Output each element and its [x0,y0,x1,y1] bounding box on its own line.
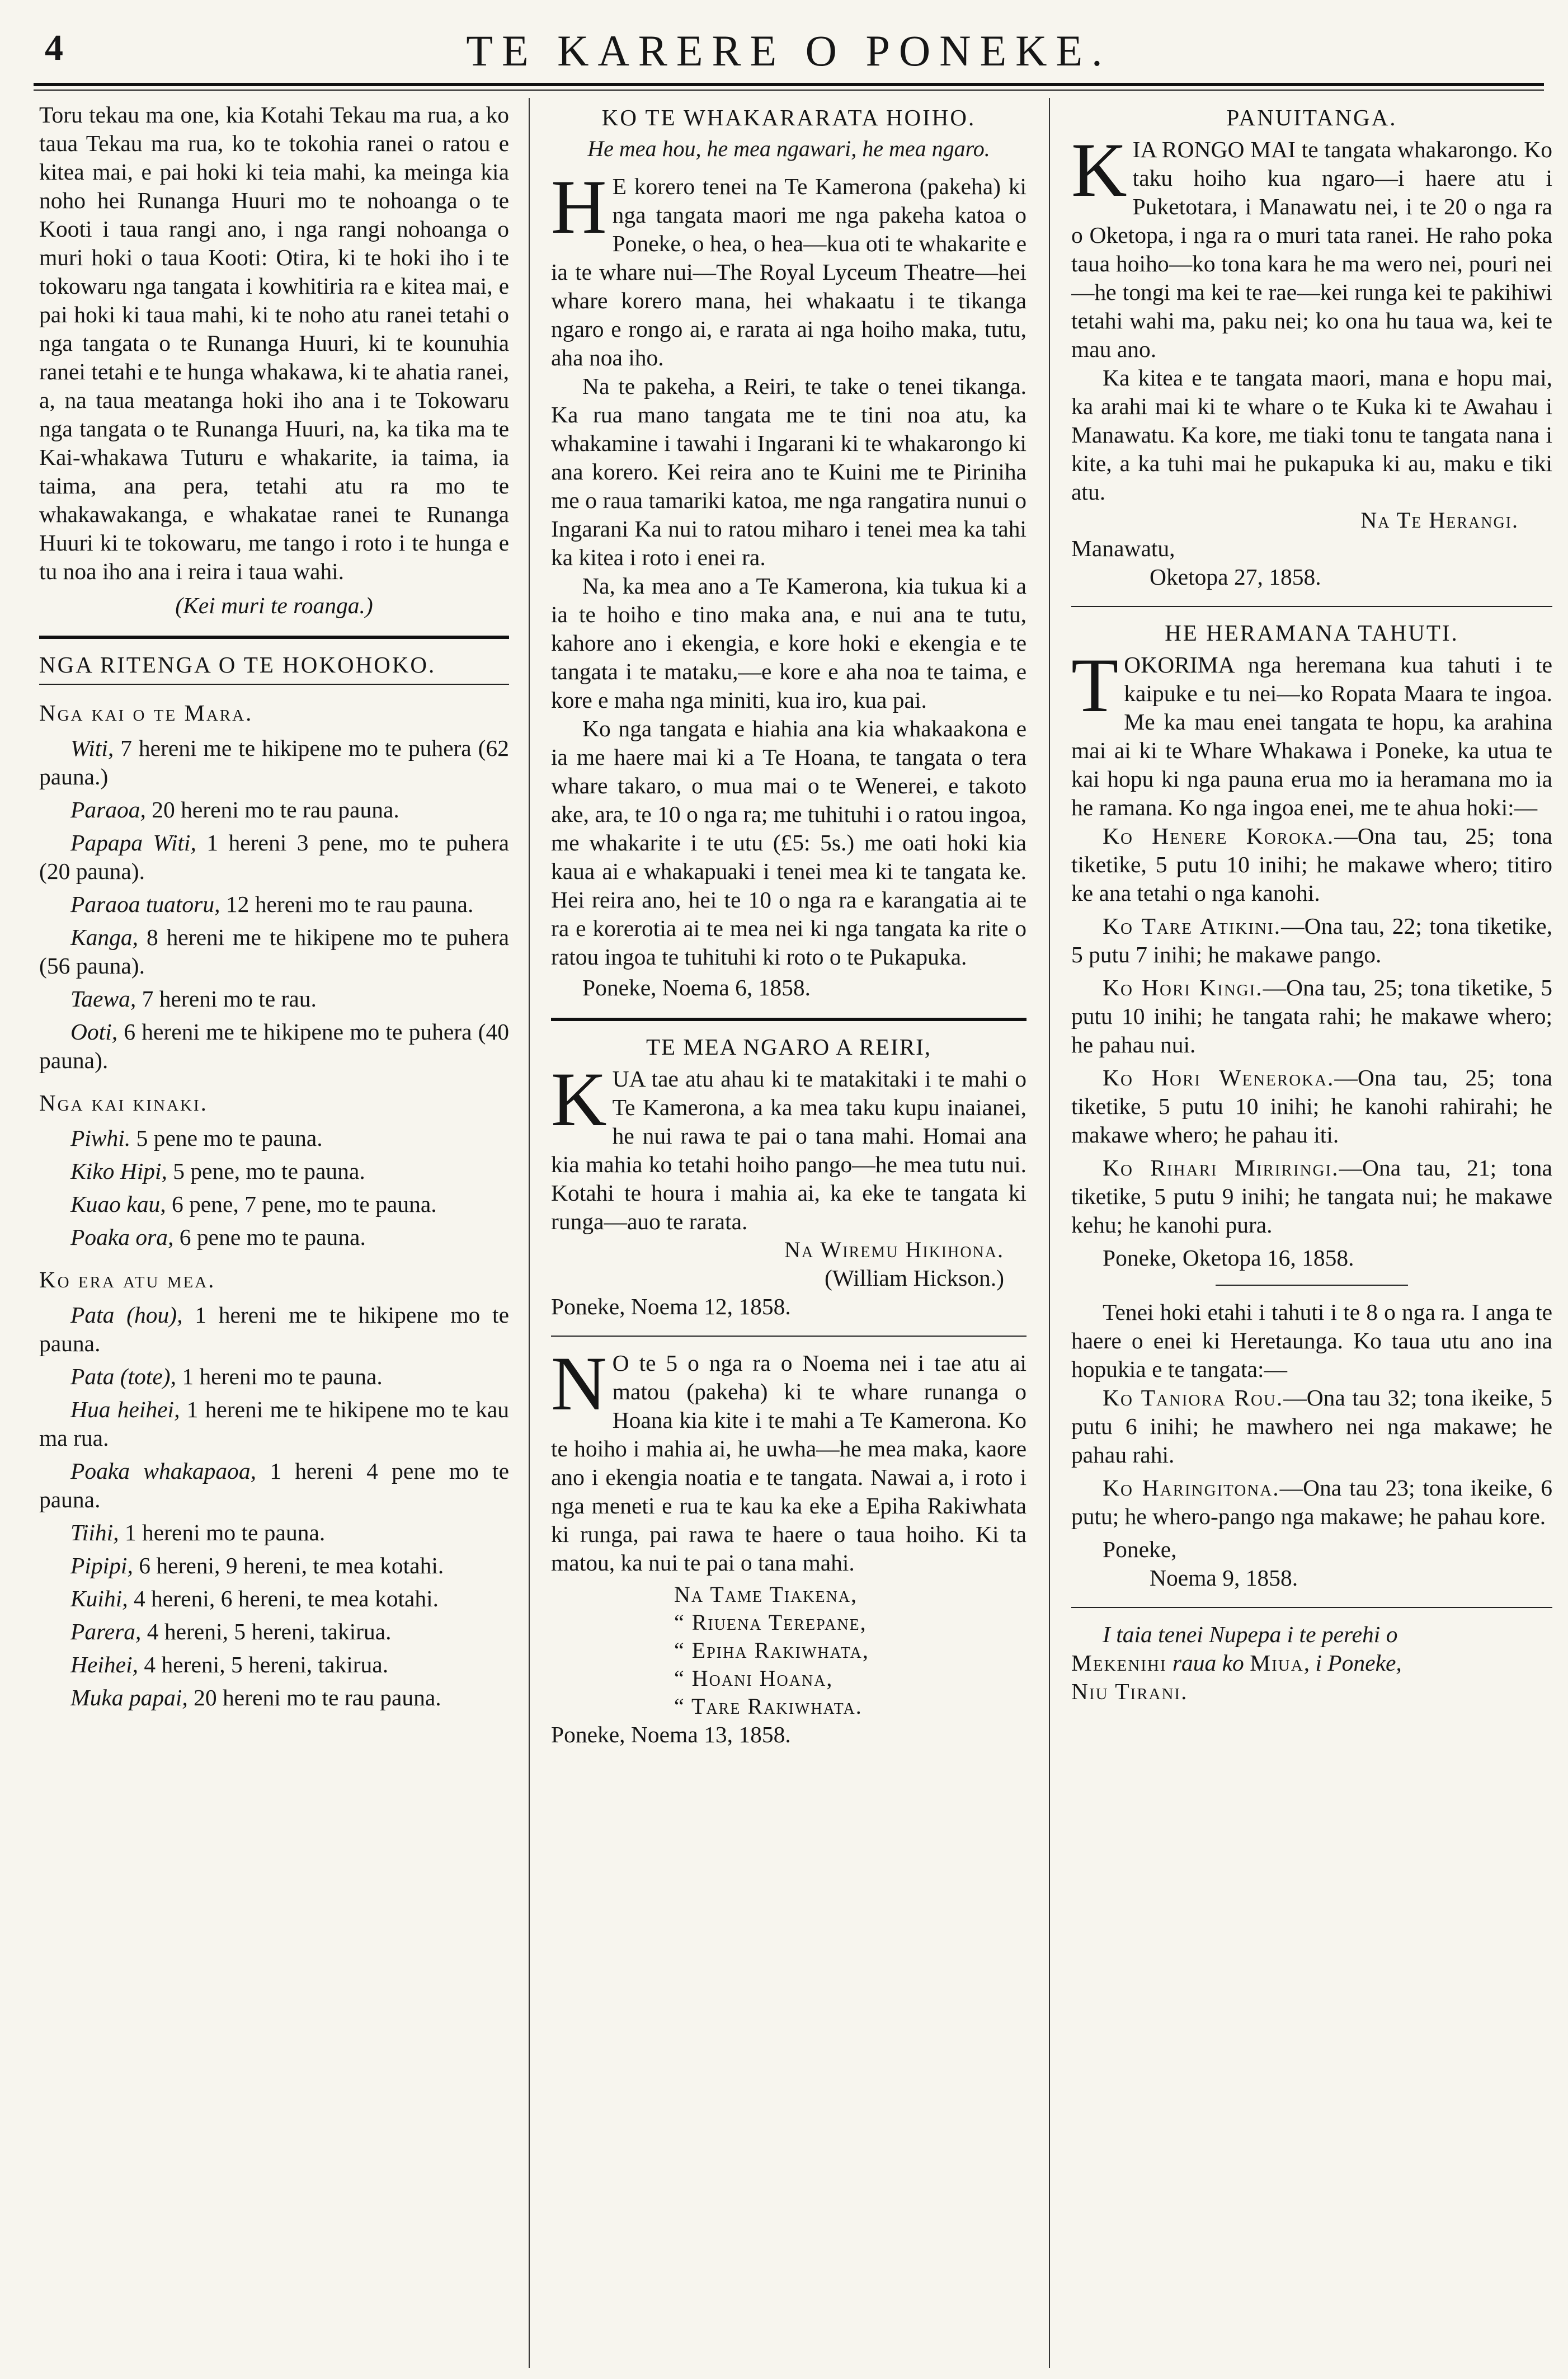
deserter-description: —Ona tau, 21; tona tiketike, 5 putu 9 inihi; he tangata nui; he makawe kehu; he kanohi pura. [1071,1155,1552,1238]
column-divider [1049,98,1050,2368]
price-item-value: 7 hereni mo te rau. [136,986,317,1012]
price-item-value: 1 hereni mo te pauna. [119,1520,326,1545]
price-item-value: 1 hereni me te hikipene mo te pauna. [39,1302,509,1356]
price-item-name: Pata (hou), [70,1302,183,1328]
column-2 [551,101,1027,2368]
deserter-list [1071,1384,1552,1531]
price-entry [39,923,509,980]
price-item-value: 4 hereni, 6 hereni, te mea kotahi. [128,1586,439,1611]
masthead-rule [34,83,1544,86]
price-entry [39,1457,509,1514]
price-item-name: Kuao kau, [70,1191,166,1217]
price-entry [39,1157,509,1186]
price-entry [39,1018,509,1075]
section-rule [1071,606,1552,607]
paper-title: TE KARERE O PONEKE. [466,26,1112,75]
prices-heading: NGA RITENGA O TE HOKOHOKO. [39,652,436,678]
notice-paragraph: IA RONGO MAI te tangata whakarongo. Ko taku hoiho kua ngaro—i haere atu i Puketotara, i Manawatu nei, i te 20 o nga ra o Oketopa, i nga ra o muri tata ranei. He raho poka taua hoiho—ko tona kara he ma wero nei, pouri nei—he tongi ma kei te rae—kei runga kei te pakihiwi tetahi wahi ma, paku nei; ko ona hu taua wa, kei te mau ano. [1071,137,1552,362]
price-entry [39,1618,509,1646]
place: Manawatu, [1071,535,1175,561]
price-entry [39,1395,509,1452]
price-item-name: Pipipi, [70,1553,133,1578]
signers-list [674,1581,1027,1720]
continued-note: (Kei muri te roanga.) [175,593,373,618]
price-entry [39,1301,509,1358]
deserter-name: Ko Hori Kingi. [1103,975,1263,1000]
deserter-description: —Ona tau, 25; tona tiketike, 5 putu 10 inihi; he makawe whero; titiro ke ana tetahi o nga kanohi. [1071,823,1552,906]
section-rule [551,1018,1027,1021]
deserter-entry [1071,912,1552,969]
drop-cap: T [1071,642,1119,728]
section-rule [39,636,509,639]
price-entry [39,985,509,1013]
price-entry [39,890,509,919]
article-heading: TE MEA NGARO A REIRI, [646,1034,932,1060]
column-1 [39,101,509,2368]
dateline: Noema 9, 1858. [1150,1565,1298,1591]
price-item-name: Kuihi, [70,1586,128,1611]
price-item-name: Kanga, [70,924,139,950]
deserter-entry [1071,1064,1552,1149]
price-item-name: Muka papai, [70,1685,188,1710]
printer-partner: Miua [1250,1650,1304,1676]
price-entry [39,796,509,824]
price-item-value: 1 hereni 4 pene mo te pauna. [39,1458,509,1512]
price-item-value: 12 hereni mo te rau pauna. [220,891,474,917]
price-item-name: Taewa, [70,986,136,1012]
notice-heading: PANUITANGA. [1226,105,1397,130]
deserter-list [1071,822,1552,1239]
notice-heading: HE HERAMANA TAHUTI. [1165,620,1459,646]
notice-paragraph: Tenei hoki etahi i tahuti i te 8 o nga ra. I anga te haere o enei ki Heretaunga. Ko taua utu ano ina hopukia e te tangata:— [1071,1299,1552,1382]
deserter-entry [1071,1474,1552,1531]
masthead-rule-thin [34,90,1544,91]
deserter-description: —Ona tau, 22; tona tiketike, 5 putu 7 inihi; he makawe pango. [1071,913,1552,967]
price-list-field-foods [39,734,509,1075]
dateline: Poneke, Noema 6, 1858. [582,975,811,1000]
price-entry [39,1190,509,1219]
deserter-entry [1071,822,1552,908]
page-number: 4 [45,27,63,68]
colophon-line: raua ko [1166,1650,1250,1676]
article-paragraph: E korero tenei na Te Kamerona (pakeha) ki nga tangata maori me nga pakeha katoa o Poneke, o hea, o hea—kua oti te whakarite e ia te whare nui—The Royal Lyceum Theatre—hei whare korero mana, hei whakaatu i te tikanga ngaro e rongo ai, e rarata ai nga hoiho maka, tutu, aha noa iho. [551,173,1027,370]
signer-name: “ Riuena Terepane, [674,1610,867,1635]
price-entry [39,1362,509,1391]
colophon [1071,1620,1552,1706]
price-entry [39,1124,509,1153]
signer-name: Na Tame Tiakena, [674,1582,858,1607]
deserter-entry [1071,1384,1552,1469]
price-entry [39,1684,509,1712]
section-rule [1216,1285,1408,1286]
price-entry [39,829,509,886]
price-group-label: Nga kai o te Mara. [39,700,253,726]
deserter-entry [1071,974,1552,1059]
section-rule [39,684,509,685]
signer-name: “ Epiha Rakiwhata, [674,1638,869,1663]
deserter-name: Ko Rihari Miriringi. [1103,1155,1339,1181]
price-item-name: Poaka whakapaoa, [70,1458,256,1484]
price-item-value: 6 pene mo te pauna. [173,1224,366,1250]
price-item-value: 1 hereni mo te pauna. [176,1364,383,1389]
price-item-name: Poaka ora, [70,1224,174,1250]
signer-name: “ Tare Rakiwhata. [674,1694,863,1719]
price-item-value: 1 hereni 3 pene, mo te puhera (20 pauna). [39,830,509,884]
place: Poneke, [1103,1536,1177,1562]
price-item-value: 6 hereni me te hikipene mo te puhera (40 pauna). [39,1019,509,1073]
price-entry [39,1585,509,1613]
price-entry [39,1518,509,1547]
price-item-name: Paraoa, [70,797,146,822]
price-list-other-goods [39,1301,509,1712]
dateline: Poneke, Oketopa 16, 1858. [1103,1245,1354,1271]
price-item-name: Tiihi, [70,1520,119,1545]
price-entry [39,1223,509,1252]
price-item-value: 1 hereni me te hikipene mo te kau ma rua. [39,1397,509,1451]
price-list-meats [39,1124,509,1252]
drop-cap: N [551,1341,607,1426]
price-item-value: 5 pene mo te pauna. [130,1125,323,1151]
dateline: Poneke, Noema 12, 1858. [551,1294,791,1319]
colophon-line: I taia tenei Nupepa i te perehi o [1103,1621,1398,1647]
price-entry [39,1651,509,1679]
article-subheading: He mea hou, he mea ngawari, he mea ngaro. [587,136,990,161]
deserter-description: —Ona tau, 25; tona tiketike, 5 putu 10 inihi; he kanohi rahirahi; he makawe whero; he pahau iti. [1071,1065,1552,1148]
price-item-name: Parera, [70,1619,142,1644]
signature-english: (William Hickson.) [824,1265,1004,1291]
price-item-value: 5 pene, mo te pauna. [167,1158,365,1184]
price-item-value: 4 hereni, 5 hereni, takirua. [138,1652,389,1677]
continued-article-text: Toru tekau ma one, kia Kotahi Tekau ma rua, a ko taua Tekau ma rua, ko te tokohia ranei o ratou e kitea mai, e pai hoki ki teia mahi, ka meinga kia noho hei Runanga Huuri mo te nohoanga o te Kooti i taua rangi ano, i nga rangi nohoanga o muri hoki o taua Kooti: Otira, ki te hoki iho i te tokowaru nga tangata i kowhitiria ra e kitea mai, e pai hoki ki taua mahi, ki te noho atu ranei tetahi o nga tangata o te Runanga Huuri, ki te kounuhia ranei tetahi e te hunga whakawa, ki te ahatia ranei, a, na taua meatanga hoki iho ana i te Tokowaru nga tangata o te Runanga Huuri, na, ka tika ma te Kai-whakawa Tuturu e whakarite, ia taima, ia taima, ana pera, tetahi atu ra mo te whakawakanga, e whakatae ranei te Runanga Huuri ki te tokowaru, me tango i roto i te hunga e tu noa iho ana i reira i taua wahi. [39,102,509,584]
deserter-name: Ko Haringitona. [1103,1475,1280,1501]
price-item-value: 4 hereni, 5 hereni, takirua. [141,1619,392,1644]
signature: Na Wiremu Hikihona. [784,1237,1004,1262]
price-item-name: Witi, [70,735,114,761]
price-item-value: 6 pene, 7 pene, mo te pauna. [166,1191,437,1217]
price-group-label: Nga kai kinaki. [39,1090,208,1116]
dateline: Oketopa 27, 1858. [1150,564,1321,590]
signer-name: “ Hoani Hoana, [674,1666,834,1691]
article-paragraph: Na te pakeha, a Reiri, te take o tenei tikanga. Ka rua mano tangata me te tini noa atu, ka whakamine i tawahi i Ingarani ki te whakarongo ki ana korero. Kei reira ano te Kuini me te Piriniha me o raua tamariki katoa, me nga rangatira nunui o Ingarani Ka nui to ratou miharo i tenei mea ka tahi ka kitea i roto i enei ra. [551,373,1027,570]
price-item-name: Ooti, [70,1019,118,1045]
printer-name: Mekenihi [1071,1650,1167,1676]
colophon-place: Niu Tirani. [1071,1679,1188,1704]
dateline: Poneke, Noema 13, 1858. [551,1722,791,1747]
price-item-value: 6 hereni, 9 hereni, te mea kotahi. [133,1553,444,1578]
article-paragraph: O te 5 o nga ra o Noema nei i tae atu ai matou (pakeha) ki te whare runanga o Hoana kia kite i te mahi a Te Kamerona. Ko te hoiho i mahia ai, he uwha—he mea maka, kaore ano i ekengia noatia e te tangata. Nawai a, i roto i nga meneti e rua te kau ka eke a Epiha Rakiwhata ki runga, pai rawa te haere o taua hoiho. Ki ta matou, ka nui te pai o tana mahi. [551,1350,1027,1576]
column-divider [529,98,530,2368]
notice-paragraph: OKORIMA nga heremana kua tahuti i te kaipuke e tu nei—ko Ropata Maara te ingoa. Me ka mau enei tangata te hopu, ka arahina mai ai ki te Whare Whakawa i Poneke, ka utua te kai hopu ki nga pauna erua mo ia heramana mo ia he ramana. Ko nga ingoa enei, me te ahua hoki:— [1071,652,1552,820]
deserter-description: —Ona tau 23; tona ikeike, 6 putu; he whero-pango nga makawe; he pahau kore. [1071,1475,1552,1529]
price-group-label: Ko era atu mea. [39,1267,216,1292]
colophon-line: , i Poneke, [1303,1650,1402,1676]
price-item-name: Heihei, [70,1652,138,1677]
price-item-name: Pata (tote), [70,1364,176,1389]
price-entry [39,1551,509,1580]
price-item-value: 8 hereni me te hikipene mo te puhera (56 pauna). [39,924,509,979]
article-paragraph: UA tae atu ahau ki te matakitaki i te mahi o Te Kamerona, a ka mea taku kupu inaianei, he nui rawa te pai o tana mahi. Homai ana kia mahia ko tetahi hoiho pango—he mea tutu nui. Kotahi te houra i mahia ai, ka eke te tangata ki runga—auo te rarata. [551,1066,1027,1234]
deserter-name: Ko Taniora Rou. [1103,1385,1284,1411]
price-item-value: 20 hereni mo te rau pauna. [145,797,399,822]
deserter-entry [1071,1154,1552,1239]
deserter-name: Ko Henere Koroka. [1103,823,1335,849]
deserter-description: —Ona tau, 25; tona tiketike, 5 putu 10 inihi; he tangata rahi; he makawe whero; he pahau nui. [1071,975,1552,1057]
article-paragraph: Na, ka mea ano a Te Kamerona, kia tukua ki a ia te hoiho e tino maka ana, e nui ana te tutu, kahore ano i ekengia, e kore hoki e ekengia e te tangata i te mataku,—e kore e aha noa te taima, e kore e maha nga miniti, kua iro, kua pai. [551,573,1027,713]
article-paragraph: Ko nga tangata e hiahia ana kia whakaakona e ia me haere mai ki a Te Hoana, te tangata o tera whare takaro, o mua mai o te Wenerei, e takoto ake, ara, te 10 o nga ra; me tuhituhi i o ratou ingoa, me whakarite i te utu (£5: 5s.) me oati hoki kia kaua ai e whakapuaki i tenei mea ki te tangata ke. Hei reira ano, hei te 10 o nga ra e karangatia ai te ra e korerotia ai te mea nei ki nga tangata ka rite o ratou ingoa te tuhituhi ki roto o te Pukapuka. [551,716,1027,970]
price-entry [39,734,509,791]
price-item-name: Papapa Witi, [70,830,196,855]
masthead [34,10,1544,77]
section-rule [1071,1607,1552,1608]
price-item-name: Paraoa tuatoru, [70,891,220,917]
deserter-name: Ko Hori Weneroka. [1103,1065,1335,1090]
drop-cap: H [551,164,607,250]
section-rule [551,1336,1027,1337]
drop-cap: K [551,1056,607,1142]
column-3 [1071,101,1552,2368]
notice-paragraph: Ka kitea e te tangata maori, mana e hopu mai, ka arahi mai ki te whare o te Kuka ki te Awahau i Manawatu. Ka kore, me tiaki tonu te tangata nana i kite, a ka tuhi mai he pukapuka ki au, maku e tiki atu. [1071,365,1552,505]
price-item-name: Kiko Hipi, [70,1158,167,1184]
signature: Na Te Herangi. [1360,507,1519,533]
article-heading: KO TE WHAKARARATA HOIHO. [601,105,976,130]
price-item-name: Hua heihei, [70,1397,180,1422]
drop-cap: K [1071,127,1127,213]
price-item-name: Piwhi. [70,1125,131,1151]
deserter-description: —Ona tau 32; tona ikeike, 5 putu 6 inihi; he mawhero nei nga makawe; he pahau rahi. [1071,1385,1552,1468]
deserter-name: Ko Tare Atikini. [1103,913,1282,939]
price-item-value: 7 hereni me te hikipene mo te puhera (62 pauna.) [39,735,509,789]
price-item-value: 20 hereni mo te rau pauna. [187,1685,441,1710]
